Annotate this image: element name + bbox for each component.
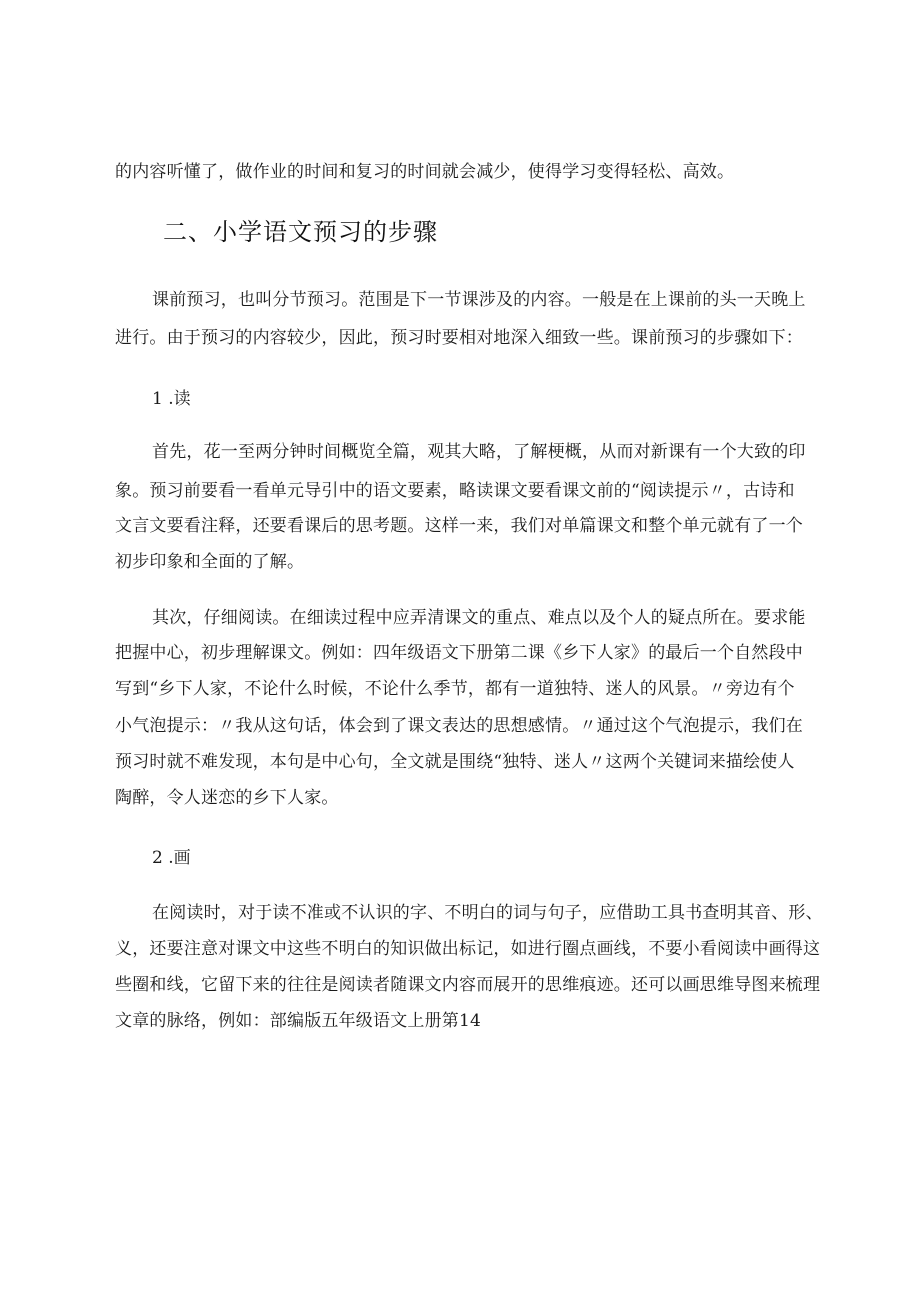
para2-line-4: 初步印象和全面的了解。: [115, 552, 305, 572]
para3-line-6: 陶醉，令人迷恋的乡下人家。: [115, 788, 339, 808]
para2-line-1: 首先，花一至两分钟时间概览全篇，观其大略，了解梗概，从而对新课有一个大致的印: [152, 442, 806, 462]
para3-line-3: 写到“乡下人家，不论什么时候，不论什么季节，都有一道独特、迷人的风景。〃旁边有个: [115, 679, 795, 699]
para2-line-3: 文言文要看注释，还要看课后的思考题。这样一来，我们对单篇课文和整个单元就有了一个: [115, 516, 803, 536]
para4-line-1: 在阅读时，对于读不准或不认识的字、不明白的词与句子，应借助工具书查明其音、形、: [152, 903, 823, 923]
para2-line-2: 象。预习前要看一看单元导引中的语文要素，略读课文要看课文前的“阅读提示〃，古诗和: [115, 481, 795, 501]
para4-line-4: 文章的脉络，例如：部编版五年级语文上册第14: [115, 1011, 482, 1031]
item2-label: 2 .画: [152, 848, 191, 868]
para3-line-5: 预习时就不难发现，本句是中心句，全文就是围绕“独特、迷人〃这两个关键词来描绘使人: [115, 752, 795, 772]
para1-line-1: 课前预习，也叫分节预习。范围是下一节课涉及的内容。一般是在上课前的头一天晚上: [152, 290, 806, 310]
para4-line-2: 义，还要注意对课文中这些不明白的知识做出标记，如进行圈点画线，不要小看阅读中画得这: [115, 939, 821, 959]
para3-line-4: 小气泡提示：〃我从这句话，体会到了课文表达的思想感情。〃通过这个气泡提示，我们在: [115, 716, 803, 736]
para4-line-3: 些圈和线，它留下来的往往是阅读者随课文内容而展开的思维痕迹。还可以画思维导图来梳理: [115, 975, 821, 995]
para3-line-2: 把握中心，初步理解课文。例如：四年级语文下册第二课《乡下人家》的最后一个自然段中: [115, 643, 803, 663]
para1-line-2: 进行。由于预习的内容较少，因此，预习时要相对地深入细致一些。课前预习的步骤如下：: [115, 328, 803, 348]
intro-line-1: 的内容听懂了，做作业的时间和复习的时间就会减少，使得学习变得轻松、高效。: [115, 162, 735, 182]
item1-label: 1 .读: [152, 389, 191, 409]
para3-line-1: 其次，仔细阅读。在细读过程中应弄清课文的重点、难点以及个人的疑点所在。要求能: [152, 608, 806, 628]
section-heading: 二、小学语文预习的步骤: [163, 218, 438, 246]
